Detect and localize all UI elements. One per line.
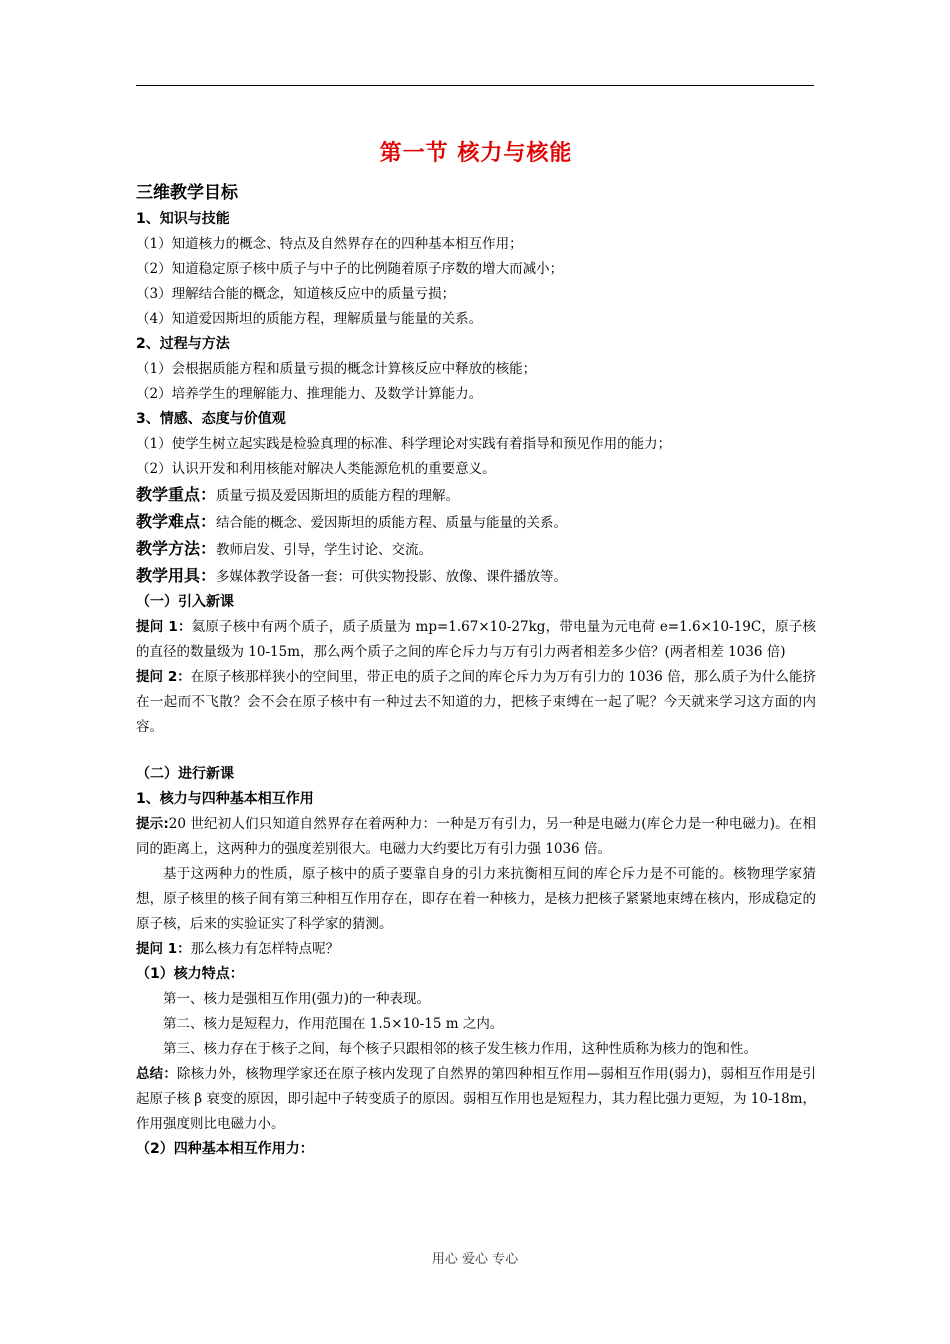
page-footer: 用心 爱心 专心: [431, 1252, 519, 1267]
list-item: （2）认识开发和利用核能对解决人类能源危机的重要意义。: [136, 461, 496, 477]
body-paragraph: 基于这两种力的性质，原子核中的质子要靠自身的引力来抗衡相互间的库仑斥力是不可能的。核物理学家猜想，原子核里的核子间有第三种相互作用存在，即存在着一种核力，是核力把核子紧紧地束缚在核内，形成稳定的原子核，后来的实验证实了科学家的猜测。: [136, 866, 816, 932]
feature-item: 第一、核力是强相互作用(强力)的一种表现。: [163, 991, 431, 1007]
list-item: （1）知道核力的概念、特点及自然界存在的四种基本相互作用；: [136, 236, 523, 252]
feature-item: 第二、核力是短程力，作用范围在 1.5×10-15 m 之内。: [163, 1016, 504, 1032]
goals-heading: 三维教学目标: [136, 183, 238, 203]
list-item: （2）知道稳定原子核中质子与中子的比例随着原子序数的增大而减小；: [136, 261, 564, 277]
intro-question-2: 提问 2：在原子核那样狭小的空间里，带正电的质子之间的库仑斥力为万有引力的 1036 倍，那么质子为什么能挤在一起而不飞散？会不会在原子核中有一种过去不知道的力，把核子束缚在一起了呢？今天就来学习这方面的内容。: [136, 669, 816, 735]
attitude-heading: 3、情感、态度与价值观: [136, 411, 286, 427]
section-1-heading: 1、核力与四种基本相互作用: [136, 791, 314, 807]
new-lesson-heading: （二）进行新课: [136, 766, 234, 782]
document-body: [136, 130, 816, 1162]
hint-paragraph: 提示:20 世纪初人们只知道自然界存在着两种力：一种是万有引力，另一种是电磁力(库仑力是一种电磁力)。在相同的距离上，这两种力的强度差别很大。电磁力大约要比万有引力强 1036 倍。: [136, 816, 816, 857]
intro-heading: （一）引入新课: [136, 594, 234, 610]
teaching-key: 教学重点：质量亏损及爱因斯坦的质能方程的理解。: [136, 485, 460, 504]
list-item: （4）知道爱因斯坦的质能方程，理解质量与能量的关系。: [136, 311, 483, 327]
summary-paragraph: 总结：除核力外，核物理学家还在原子核内发现了自然界的第四种相互作用—弱相互作用(弱力)，弱相互作用是引起原子核 β 衰变的原因，即引起中子转变质子的原因。弱相互作用也是短程力，其力程比强力更短，为 10-18m，作用强度则比电磁力小。: [136, 1066, 816, 1132]
page-title: 第一节 核力与核能: [379, 141, 573, 166]
teaching-tools: 教学用具：多媒体教学设备一套：可供实物投影、放像、课件播放等。: [136, 566, 568, 585]
teaching-method: 教学方法：教师启发、引导，学生讨论、交流。: [136, 539, 433, 558]
list-item: （1）会根据质能方程和质量亏损的概念计算核反应中释放的核能；: [136, 361, 537, 377]
list-item: （1）使学生树立起实践是检验真理的标准、科学理论对实践有着指导和预见作用的能力；: [136, 436, 672, 452]
list-item: （2）培养学生的理解能力、推理能力、及数学计算能力。: [136, 386, 483, 402]
new-question-1: 提问 1：那么核力有怎样特点呢？: [136, 941, 340, 957]
process-heading: 2、过程与方法: [136, 336, 230, 352]
list-item: （3）理解结合能的概念，知道核反应中的质量亏损；: [136, 286, 456, 302]
features-heading: （1）核力特点：: [136, 966, 244, 982]
header-rule: [136, 85, 814, 86]
feature-item: 第三、核力存在于核子之间，每个核子只跟相邻的核子发生核力作用，这种性质称为核力的饱和性。: [163, 1041, 757, 1057]
four-forces-heading: （2）四种基本相互作用力：: [136, 1141, 314, 1157]
knowledge-heading: 1、知识与技能: [136, 211, 230, 227]
teaching-difficult: 教学难点：结合能的概念、爱因斯坦的质能方程、质量与能量的关系。: [136, 512, 568, 531]
intro-question-1: 提问 1：氦原子核中有两个质子，质子质量为 mp=1.67×10-27kg，带电量为元电荷 e=1.6×10-19C，原子核的直径的数量级为 10-15m，那么两个质子之间的库仑斥力与万有引力两者相差多少倍？(两者相差 1036 倍): [136, 619, 816, 660]
